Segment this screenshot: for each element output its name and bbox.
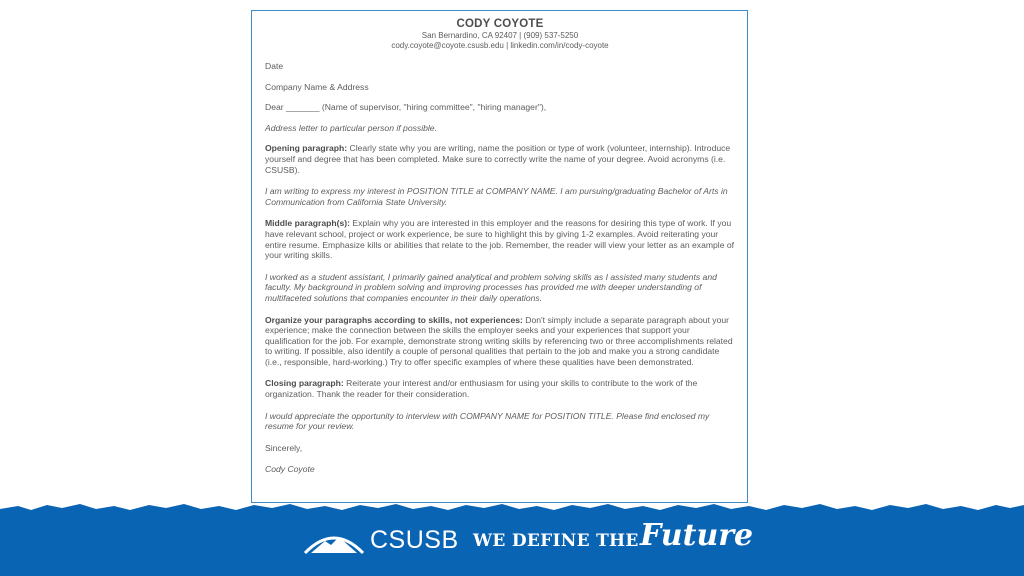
organize-heading: Organize your paragraphs according to skills, not experiences: [265,314,523,325]
date-line: Date [265,61,284,71]
applicant-address: San Bernardino, CA 92407 | (909) 537-5250 [421,31,579,40]
applicant-contact: cody.coyote@coyote.csusb.edu | linkedin.com/in/cody-coyote [391,41,609,50]
middle-paragraph [265,218,735,260]
company-line: Company Name & Address [265,81,369,92]
middle-heading: Middle paragraph(s): [265,218,350,229]
applicant-name: CODY COYOTE [456,18,544,30]
opening-paragraph [265,143,735,175]
brand-footer [0,500,1024,576]
closing-heading: Closing paragraph: [265,378,344,389]
csusb-brand [0,520,1024,564]
middle-text: Explain why you are interested in this employer and the reasons for desiring this type of work. If you have relevant school, project or work experience, be sure to highlight this by giving 1-2 examples. Avoid reiterating your entire resume. Emphasize kills or abilities that relate to the job. Remember, the reader will view your letter as an example of your writing skills. [265,218,735,261]
signature: Cody Coyote [265,464,315,475]
closing-text: Reiterate your interest and/or enthusiasm for using your skills to contribute to the work of the organization. Thank the reader for their consideration. [265,378,698,400]
csusb-mountain-logo-icon [303,529,365,555]
opening-example: I am writing to express my interest in POSITION TITLE at COMPANY NAME. I am pursuing/graduating Bachelor of Arts in Communication from California State University. [265,186,728,207]
opening-heading: Opening paragraph: [265,143,348,154]
cover-letter-sample [251,10,748,503]
organize-paragraph [265,315,735,368]
tagline: WE DEFINE THE [473,531,639,551]
address-tip: Address letter to particular person if possible. [265,122,437,133]
opening-text: Clearly state why you are writing, name the position or type of work (volunteer, internship). Introduce yourself and degree that has been completed. Make sure to correctly write the name of your degree. Avoid acronyms (i.e. CSUSB). [265,143,731,175]
tagline-script: Future [640,518,754,553]
closing-paragraph [265,378,735,399]
middle-example: I worked as a student assistant, I primarily gained analytical and problem solving skills as I assisted many students and faculty. My background in problem solving and improving processes has provided me with deeper understanding of multifaceted solutions that companies encounter in their daily operations. [265,271,717,303]
csusb-logo-text: CSUSB [370,526,459,554]
organize-text: Don't simply include a separate paragraph about your experience; make the connection between the skills the employer seeks and your experiences that support your qualification for the job. For example, demonstrate strong writing skills by referencing two or three accomplishments related to writing. If possible, also identify a couple of personal qualities that pertain to the job and make you a strong candidate (i.e., responsible, hard-working.) Try to offer specific examples of where these qualities have been demonstrated. [265,314,733,367]
letter-header [265,17,735,51]
signoff: Sincerely, [265,442,303,453]
salutation: Dear _______ (Name of supervisor, "hiring committee", "hiring manager"), [265,102,547,113]
closing-example: I would appreciate the opportunity to interview with COMPANY NAME for POSITION TITLE. Please find enclosed my resume for your review. [265,410,710,432]
